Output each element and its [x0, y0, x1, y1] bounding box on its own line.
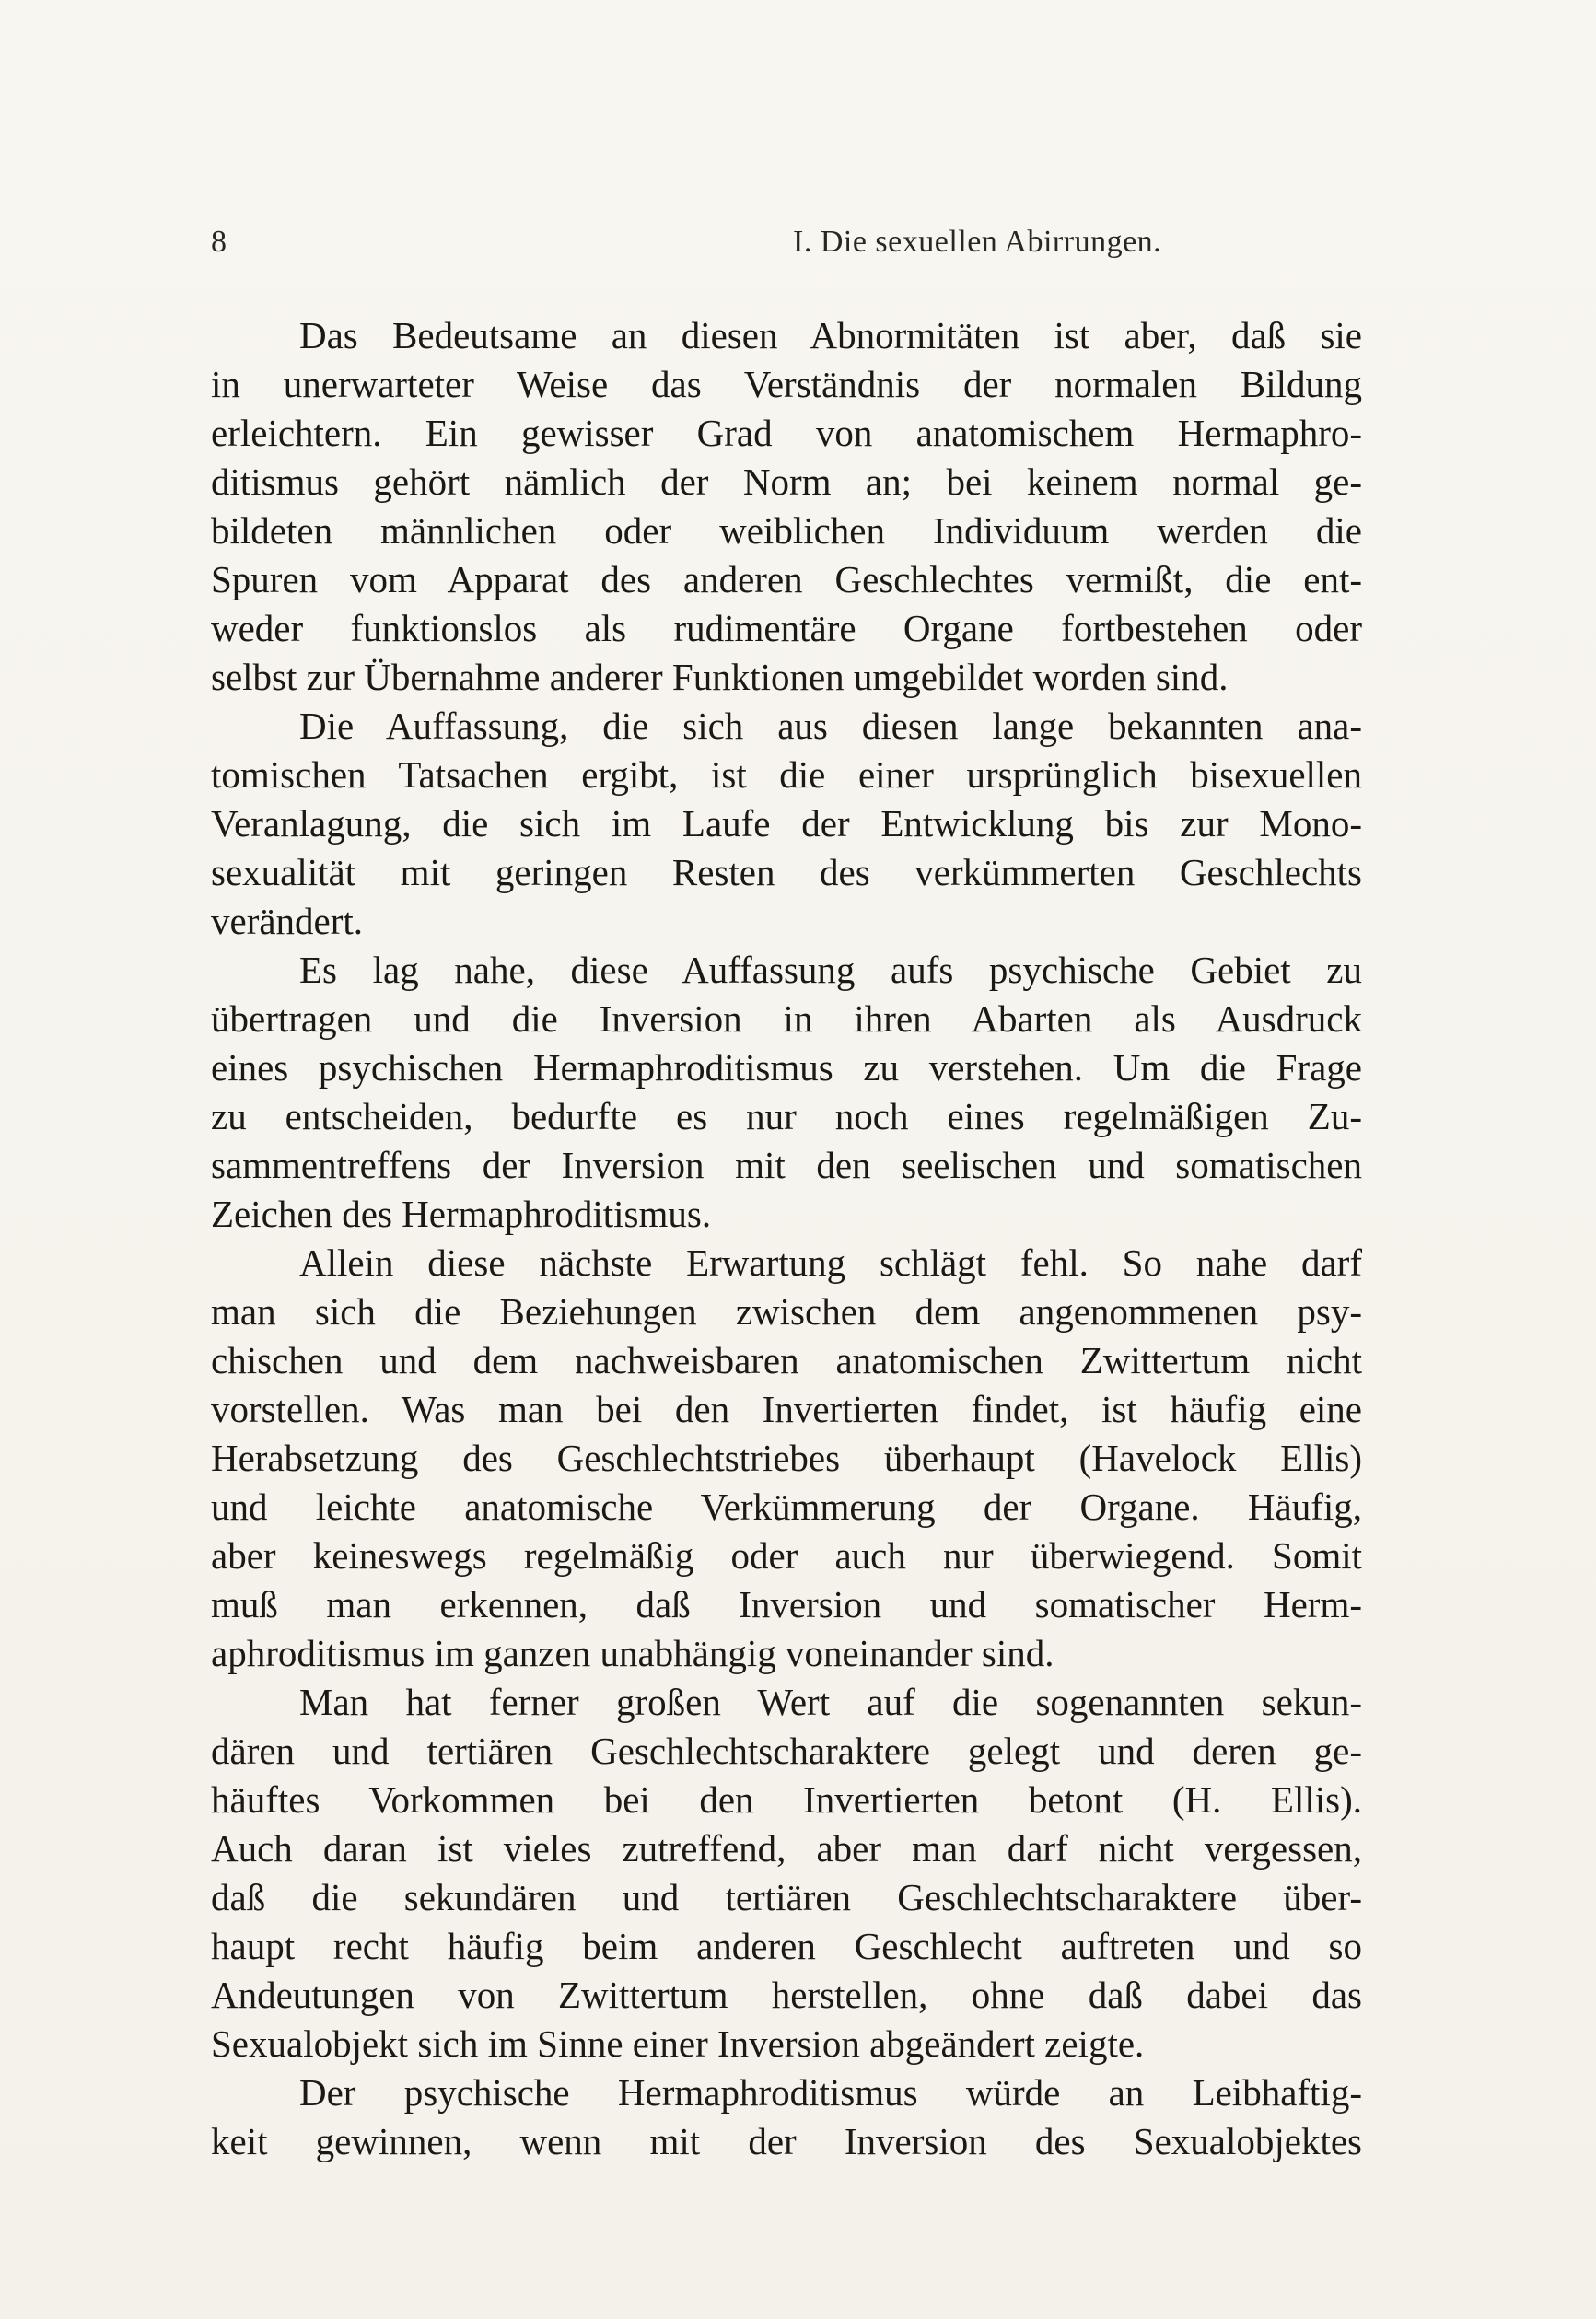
- text-line: und leichte anatomische Verkümmerung der Organe. Häufig,: [211, 1486, 1362, 1528]
- body-text: [211, 311, 1362, 2166]
- text-line: Herabsetzung des Geschlechtstriebes überhaupt (Havelock Ellis): [211, 1437, 1362, 1479]
- text-line: ditismus gehört nämlich der Norm an; bei keinem normal ge-: [211, 460, 1362, 503]
- text-line: eines psychischen Hermaphroditismus zu verstehen. Um die Frage: [211, 1046, 1362, 1089]
- running-title: I. Die sexuellen Abirrungen.: [793, 225, 1162, 259]
- text-line: verändert.: [211, 900, 364, 942]
- text-line: Spuren vom Apparat des anderen Geschlechtes vermißt, die ent-: [211, 558, 1362, 600]
- text-line: zu entscheiden, bedurfte es nur noch eines regelmäßigen Zu-: [211, 1095, 1362, 1137]
- text-line: tomischen Tatsachen ergibt, ist die einer ursprünglich bisexuellen: [211, 753, 1362, 796]
- page-header: [211, 225, 1362, 273]
- text-line: erleichtern. Ein gewisser Grad von anatomischem Hermaphro-: [211, 412, 1362, 454]
- text-line: weder funktionslos als rudimentäre Organe fortbestehen oder: [211, 607, 1362, 649]
- text-line: Auch daran ist vieles zutreffend, aber man darf nicht vergessen,: [211, 1827, 1362, 1870]
- text-line: vorstellen. Was man bei den Invertierten findet, ist häufig eine: [211, 1388, 1362, 1430]
- text-line: Das Bedeutsame an diesen Abnormitäten ist aber, daß sie: [299, 314, 1362, 356]
- text-line: Andeutungen von Zwittertum herstellen, ohne daß dabei das: [211, 1974, 1362, 2016]
- text-line: aphroditismus im ganzen unabhängig voneinander sind.: [211, 1632, 1054, 1674]
- text-line: selbst zur Übernahme anderer Funktionen umgebildet worden sind.: [211, 656, 1229, 698]
- text-line: keit gewinnen, wenn mit der Inversion des Sexualobjektes: [211, 2120, 1362, 2162]
- text-line: Veranlagung, die sich im Laufe der Entwicklung bis zur Mono-: [211, 802, 1362, 845]
- text-line: chischen und dem nachweisbaren anatomischen Zwittertum nicht: [211, 1339, 1362, 1381]
- text-line: bildeten männlichen oder weiblichen Individuum werden die: [211, 509, 1362, 552]
- text-line: Es lag nahe, diese Auffassung aufs psychische Gebiet zu: [299, 949, 1362, 991]
- text-line: muß man erkennen, daß Inversion und somatischer Herm-: [211, 1583, 1362, 1626]
- text-line: sexualität mit geringen Resten des verkümmerten Geschlechts: [211, 851, 1362, 893]
- text-line: sammentreffens der Inversion mit den seelischen und somatischen: [211, 1144, 1362, 1186]
- text-line: haupt recht häufig beim anderen Geschlecht auftreten und so: [211, 1925, 1362, 1967]
- text-line: Allein diese nächste Erwartung schlägt fehl. So nahe darf: [299, 1241, 1362, 1284]
- text-line: dären und tertiären Geschlechtscharaktere gelegt und deren ge-: [211, 1730, 1362, 1772]
- text-line: Die Auffassung, die sich aus diesen lange bekannten ana-: [299, 705, 1362, 747]
- page-number: 8: [211, 225, 227, 259]
- text-line: aber keineswegs regelmäßig oder auch nur überwiegend. Somit: [211, 1534, 1362, 1577]
- text-line: übertragen und die Inversion in ihren Abarten als Ausdruck: [211, 997, 1362, 1040]
- text-line: Der psychische Hermaphroditismus würde an Leibhaftig-: [299, 2071, 1362, 2114]
- text-line: man sich die Beziehungen zwischen dem angenommenen psy-: [211, 1290, 1362, 1333]
- text-line: daß die sekundären und tertiären Geschlechtscharaktere über-: [211, 1876, 1362, 1918]
- text-line: häuftes Vorkommen bei den Invertierten betont (H. Ellis).: [211, 1778, 1362, 1821]
- text-line: in unerwarteter Weise das Verständnis der normalen Bildung: [211, 363, 1362, 405]
- text-line: Sexualobjekt sich im Sinne einer Inversion abgeändert zeigte.: [211, 2022, 1145, 2065]
- text-line: Zeichen des Hermaphroditismus.: [211, 1193, 712, 1235]
- text-line: Man hat ferner großen Wert auf die sogenannten sekun-: [299, 1681, 1362, 1723]
